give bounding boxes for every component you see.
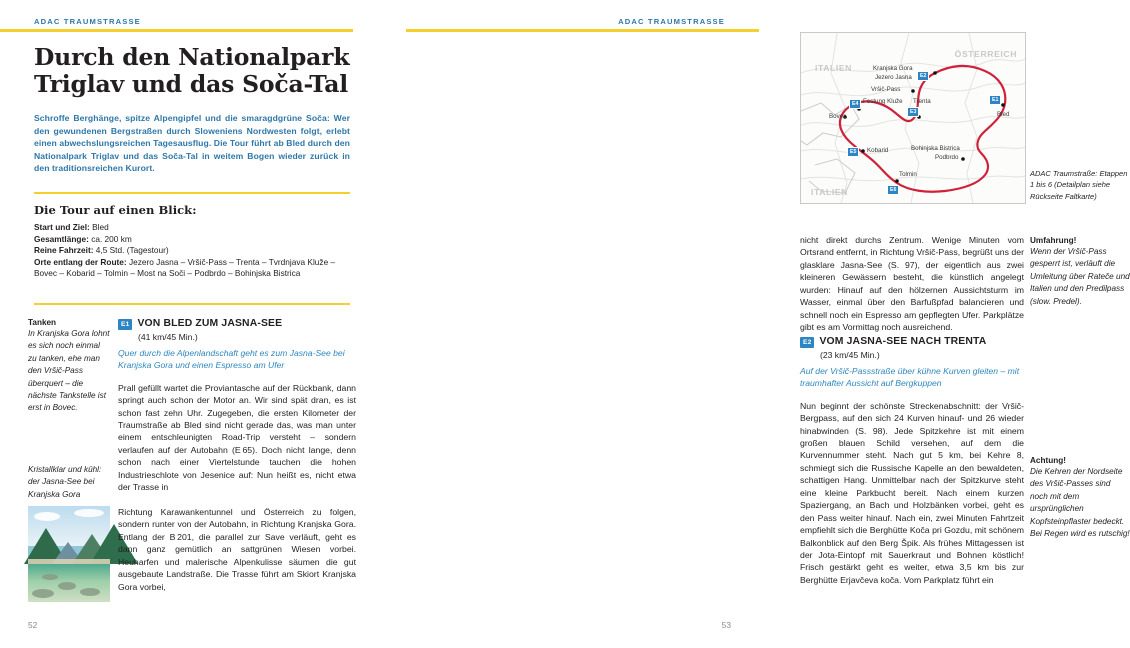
stage-e1-distance: (41 km/45 Min.) bbox=[138, 332, 198, 342]
sidebar-tanken bbox=[28, 318, 110, 415]
map-stage-badge-e2[interactable]: E2 bbox=[917, 71, 929, 81]
stage-e1-paragraph-2-wrap bbox=[118, 506, 356, 593]
stage-e1-paragraph-2: Richtung Karawankentunnel und Österreich zu folgen, sondern runter von der Autobahn, in Richtung Kranjska Gora. Entlang der B 201, die parallel zur Save verläuft, geht es dann ganz gemütlich an sattgrünen Wiesen vorbei. Heuharfen und malerische Alpenkulisse säumen die gut ausgebaute Landstraße. Die Trasse führt am Skiort Kranjska Gora vorbei, bbox=[118, 507, 356, 592]
overview-item-1-value: ca. 200 km bbox=[91, 233, 132, 244]
intro-paragraph: Schroffe Berghänge, spitze Alpengipfel und die smaragdgrüne Soča: Wer den gewundenen Bergstraßen durch Sloweniens Nordwesten folgt, erlebt einen abwechslungsreichen Tagesausflug. Die Tour führt ab Bled durch den Nationalpark Triglav und das Soča-Tal in weitem Bogen wieder zurück in den traditionsreichen Kurort. bbox=[34, 113, 350, 174]
stage-e2-distance: (23 km/45 Min.) bbox=[820, 350, 880, 360]
map-stage-badge-e3[interactable]: E3 bbox=[907, 107, 919, 117]
running-head-right: ADAC TRAUMSTRASSE bbox=[618, 17, 725, 26]
map-label-podbrdo: Podbrdo bbox=[935, 154, 959, 161]
right-page bbox=[380, 0, 1130, 648]
stage-e1-header bbox=[118, 318, 356, 330]
map-label-jezero-jasna: Jezero Jasna bbox=[875, 74, 912, 81]
right-column-top-paragraph: nicht direkt durchs Zentrum. Wenige Minuten vom Ortsrand entfernt, in Richtung Vršič-Pass, begrüßt uns der glasklare Jasna-See (S. 97), der eigentlich aus zwei kleineren Gewässern besteht, die künstlich angelegt wurden: Hinauf auf den hölzernen Aussichtsturm im Wasser, einmal über den Barfußpfad balancieren und schnell noch ein Espresso am gepflegten Ufer. Parkplätze gibt es am Vormittag noch ausreichend. bbox=[800, 235, 1024, 333]
overview-item-3-value: Jezero Jasna – Vršič-Pass – Trenta – Tvrdnjava Kluže – Bovec – Kobarid – Tolmin – Most na Soči – Podbrdo – Bohinjska Bistrica bbox=[34, 256, 336, 279]
photo-rock bbox=[32, 589, 54, 598]
page-title-line2: Triglav und das Soča-Tal bbox=[34, 70, 348, 98]
sidebar-tanken-text: In Kranjska Gora lohnt es sich noch einmal zu tanken, ehe man den Vršič-Pass überquert – die nächste Tankstelle ist erst in Bovec. bbox=[28, 329, 110, 413]
overview-heading: Die Tour auf einen Blick: bbox=[34, 203, 197, 217]
map-stage-badge-e4[interactable]: E4 bbox=[849, 99, 861, 109]
stage-e2-header bbox=[800, 336, 1024, 348]
sidebar-umfahrung-text: Wenn der Vršič-Pass gesperrt ist, verläuft die Umleitung über Rateče und Italien und den Predilpass (slow. Predel). bbox=[1030, 247, 1130, 306]
map-label-trenta: Trenta bbox=[913, 98, 931, 105]
map-country-italien-south: ITALIEN bbox=[811, 187, 848, 197]
sidebar-umfahrung bbox=[1030, 236, 1130, 308]
stage-e1-subtitle: Quer durch die Alpenlandschaft geht es zum Jasna-See bei Kranjska Gora und einen Espresso am Ufer bbox=[118, 348, 345, 370]
overview-item-1 bbox=[34, 234, 356, 246]
map-stage-badge-e5[interactable]: E5 bbox=[847, 147, 859, 157]
sidebar-tanken-heading: Tanken bbox=[28, 318, 57, 327]
photo-rock bbox=[80, 588, 100, 596]
stage-e1-section bbox=[118, 318, 356, 494]
sidebar-umfahrung-heading: Umfahrung! bbox=[1030, 236, 1077, 245]
overview-item-0-label: Start und Ziel: bbox=[34, 222, 90, 232]
map-country-italien-north: ITALIEN bbox=[815, 63, 852, 73]
overview-list bbox=[34, 222, 356, 280]
overview-item-2-value: 4,5 Std. (Tagestour) bbox=[95, 245, 169, 256]
photo-caption-left bbox=[28, 464, 110, 501]
stage-e2-paragraph-1: Nun beginnt der schönste Streckenabschnitt: der Vršič-Bergpass, auf den sich 24 Kurven hinauf- und 26 wieder hinabwinden (S. 98). Jede Spitzkehre ist mit einem großen blauen Schild versehen, auf dem die Kurvennummer steht. Nach gut 5 km, bei Kehre 8, schmiegt sich die Russische Kapelle an den bewaldeten, schattigen Hang. Unmittelbar nach der Spitzkurve steht eine kleine Parkbucht bereit. Nach einem kurzen Spaziergang, an Bach und Holzbänken vorbei, geht es den Pass weiter hinauf. Nach ein, zwei Minuten Fahrtzeit empfiehlt sich die Berghütte Koča pri Gozdu, mit schönem Balkonblick auf den Berg Špik. Als frühes Mittagessen ist der Jota-Eintopf mit Sauerkraut und Bohnen köstlich! Frisch gestärkt geht es weiter, etwa 3,5 km bis zur Berghütte Erjavčeva koča. Vom Parkplatz führt ein bbox=[800, 400, 1024, 585]
stage-e2-subtitle: Auf der Vršič-Passstraße über kühne Kurven gleiten – mit traumhafter Aussicht auf Bergkuppen bbox=[800, 366, 1020, 388]
map-label-kranjska-gora: Kranjska Gora bbox=[873, 65, 913, 72]
page-title bbox=[34, 44, 364, 98]
stage-e1-paragraph-1: Prall gefüllt wartet die Proviantasche auf der Rückbank, dann springt auch schon der Motor an. Wir sind spät dran, es ist schon fast zehn Uhr. Zugegeben, die ersten Kilometer der Traumstraße ab Bled sind nicht gerade das, was man unter einem entschleunigten Road-Trip versteht – sondern verlaufen auf der Autobahn (E 65). Doch nicht lange, denn schon nach einer Viertelstunde tauchen die hohen Industrieschlote von Jesenice auf: Nun heißt es, nicht etwa der Trasse in bbox=[118, 382, 356, 493]
stage-e2-section bbox=[800, 336, 1024, 586]
map-label-festung-kluze: Festung Kluže bbox=[863, 98, 903, 105]
jasna-lake-photo bbox=[28, 506, 110, 602]
map-label-bohinjska-bistrica: Bohinjska Bistrica bbox=[911, 145, 960, 152]
map-label-bovec: Bovec bbox=[829, 113, 847, 120]
photo-rock bbox=[58, 582, 76, 590]
overview-item-2 bbox=[34, 245, 356, 257]
photo-cloud bbox=[74, 509, 104, 517]
stage-badge-e2[interactable]: E2 bbox=[800, 337, 814, 348]
sidebar-achtung bbox=[1030, 456, 1130, 540]
stage-e2-title: VOM JASNA-SEE NACH TRENTA bbox=[819, 336, 987, 347]
stage-badge-e1[interactable]: E1 bbox=[118, 319, 132, 330]
page-title-line1: Durch den Nationalpark bbox=[34, 43, 350, 71]
page-number-right: 53 bbox=[721, 620, 731, 630]
running-head-left: ADAC TRAUMSTRASSE bbox=[34, 17, 141, 26]
overview-item-3-label: Orte entlang der Route: bbox=[34, 256, 127, 267]
map-route-path bbox=[840, 66, 1005, 192]
map-stage-badge-e1[interactable]: E1 bbox=[989, 95, 1001, 105]
overview-item-3 bbox=[34, 257, 335, 279]
map-label-tolmin: Tolmin bbox=[899, 171, 917, 178]
map-label-vrsic-pass: Vršič-Pass bbox=[871, 86, 901, 93]
map-stage-badge-e6[interactable]: E6 bbox=[887, 185, 899, 195]
photo-cloud bbox=[34, 512, 60, 521]
stage-e1-title: VON BLED ZUM JASNA-SEE bbox=[137, 318, 283, 329]
route-overview-map[interactable] bbox=[800, 32, 1026, 204]
header-rule-left bbox=[0, 29, 353, 32]
divider-bottom bbox=[34, 303, 350, 305]
left-page bbox=[0, 0, 380, 648]
photo-rock bbox=[42, 574, 58, 580]
map-caption: ADAC Traumstraße: Etappen 1 bis 6 (Detailplan siehe Rückseite Faltkarte) bbox=[1030, 169, 1128, 201]
sidebar-achtung-text: Die Kehren der Nordseite des Vršič-Passes sind noch mit dem ursprünglichen Kopfsteinpflaster bedeckt. Bei Regen wird es rutschig! bbox=[1030, 467, 1130, 539]
overview-item-2-label: Reine Fahrzeit: bbox=[34, 245, 94, 256]
header-rule-right bbox=[406, 29, 759, 32]
overview-item-0 bbox=[34, 222, 356, 234]
overview-item-0-value: Bled bbox=[92, 222, 109, 232]
map-label-kobarid: Kobarid bbox=[867, 147, 889, 154]
sidebar-achtung-heading: Achtung! bbox=[1030, 456, 1066, 465]
map-label-bled: Bled bbox=[997, 111, 1010, 118]
overview-item-1-label: Gesamtlänge: bbox=[34, 233, 89, 244]
divider-top bbox=[34, 192, 350, 194]
right-column-top-paragraph-wrap bbox=[800, 234, 1024, 334]
page-number-left: 52 bbox=[28, 620, 38, 630]
map-country-oesterreich: ÖSTERREICH bbox=[954, 49, 1017, 59]
photo-caption-text: Kristallklar und kühl: der Jasna-See bei Kranjska Gora bbox=[28, 465, 102, 499]
